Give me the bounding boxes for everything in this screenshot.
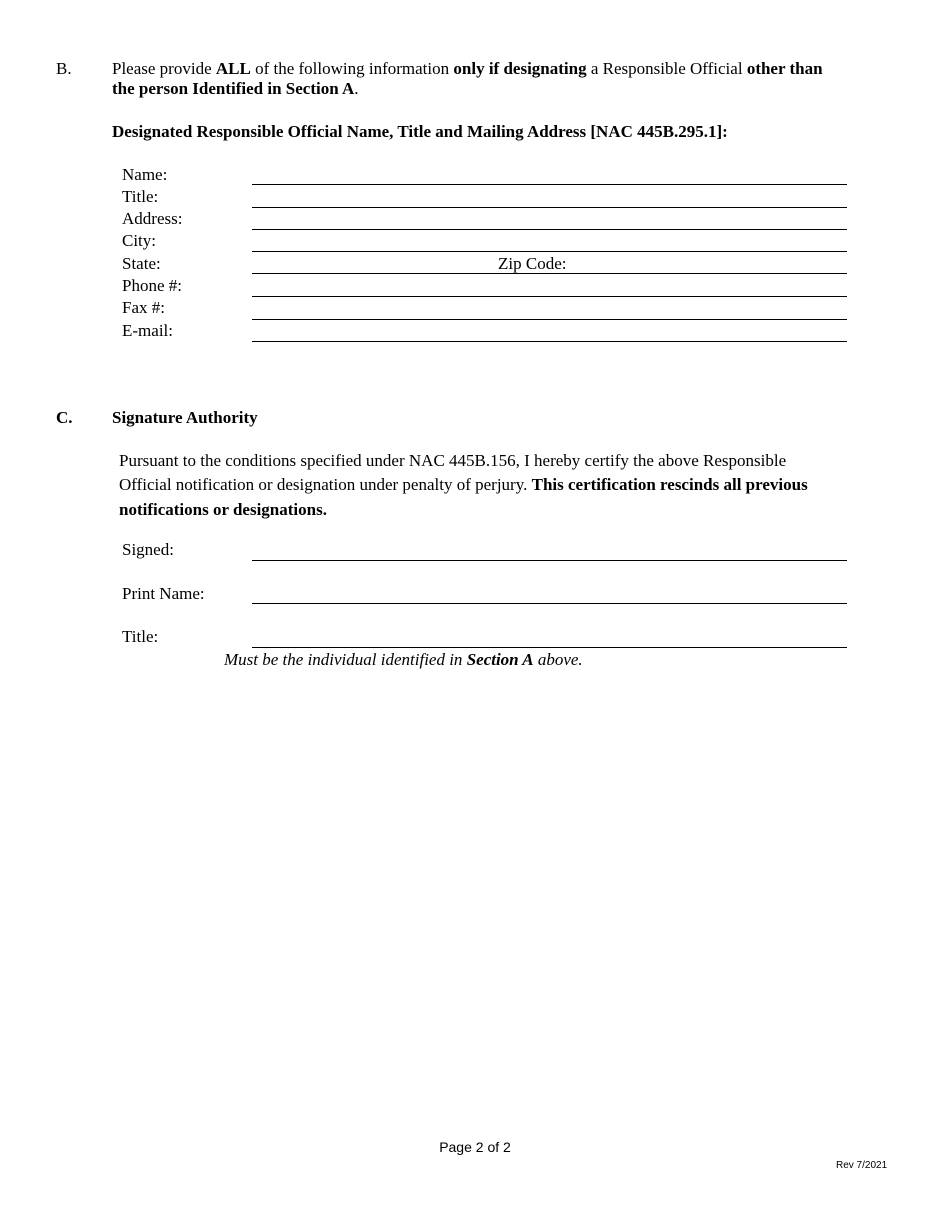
email-field[interactable]	[252, 341, 847, 342]
certification-line3: notifications or designations.	[119, 500, 327, 519]
certification-line2: Official notification or designation under penalty of perjury. This certification rescinds all previous	[119, 475, 808, 494]
print-name-field[interactable]	[252, 603, 847, 604]
signer-title-field[interactable]	[252, 647, 847, 648]
section-b-intro: Please provide ALL of the following information only if designating a Responsible Official other than	[112, 59, 823, 78]
address-field[interactable]	[252, 229, 847, 230]
signed-field[interactable]	[252, 560, 847, 561]
city-field[interactable]	[252, 251, 847, 252]
section-b-heading: Designated Responsible Official Name, Title and Mailing Address [NAC 445B.295.1]:	[112, 122, 728, 141]
name-label: Name:	[122, 165, 168, 184]
section-b-intro-line2: the person Identified in Section A.	[112, 79, 359, 98]
email-label: E-mail:	[122, 321, 173, 340]
state-zip-field[interactable]	[252, 273, 847, 274]
print-name-label: Print Name:	[122, 584, 205, 603]
signer-note: Must be the individual identified in Section A above.	[224, 650, 583, 669]
fax-label: Fax #:	[122, 298, 165, 317]
phone-label: Phone #:	[122, 276, 182, 295]
name-field[interactable]	[252, 184, 847, 185]
signer-title-label: Title:	[122, 627, 159, 646]
address-label: Address:	[122, 209, 183, 228]
signed-label: Signed:	[122, 540, 174, 559]
page-number: Page 2 of 2	[439, 1139, 511, 1155]
title-field[interactable]	[252, 207, 847, 208]
title-label: Title:	[122, 187, 159, 206]
certification-line1: Pursuant to the conditions specified under NAC 445B.156, I hereby certify the above Responsible	[119, 451, 787, 470]
section-b-letter: B.	[56, 59, 72, 78]
section-c-title: Signature Authority	[112, 408, 258, 427]
city-label: City:	[122, 231, 157, 250]
state-label: State:	[122, 254, 161, 273]
section-c-letter: C.	[56, 408, 73, 427]
phone-field[interactable]	[252, 296, 847, 297]
zip-code-label: Zip Code:	[498, 254, 567, 273]
fax-field[interactable]	[252, 319, 847, 320]
revision-date: Rev 7/2021	[836, 1160, 888, 1171]
